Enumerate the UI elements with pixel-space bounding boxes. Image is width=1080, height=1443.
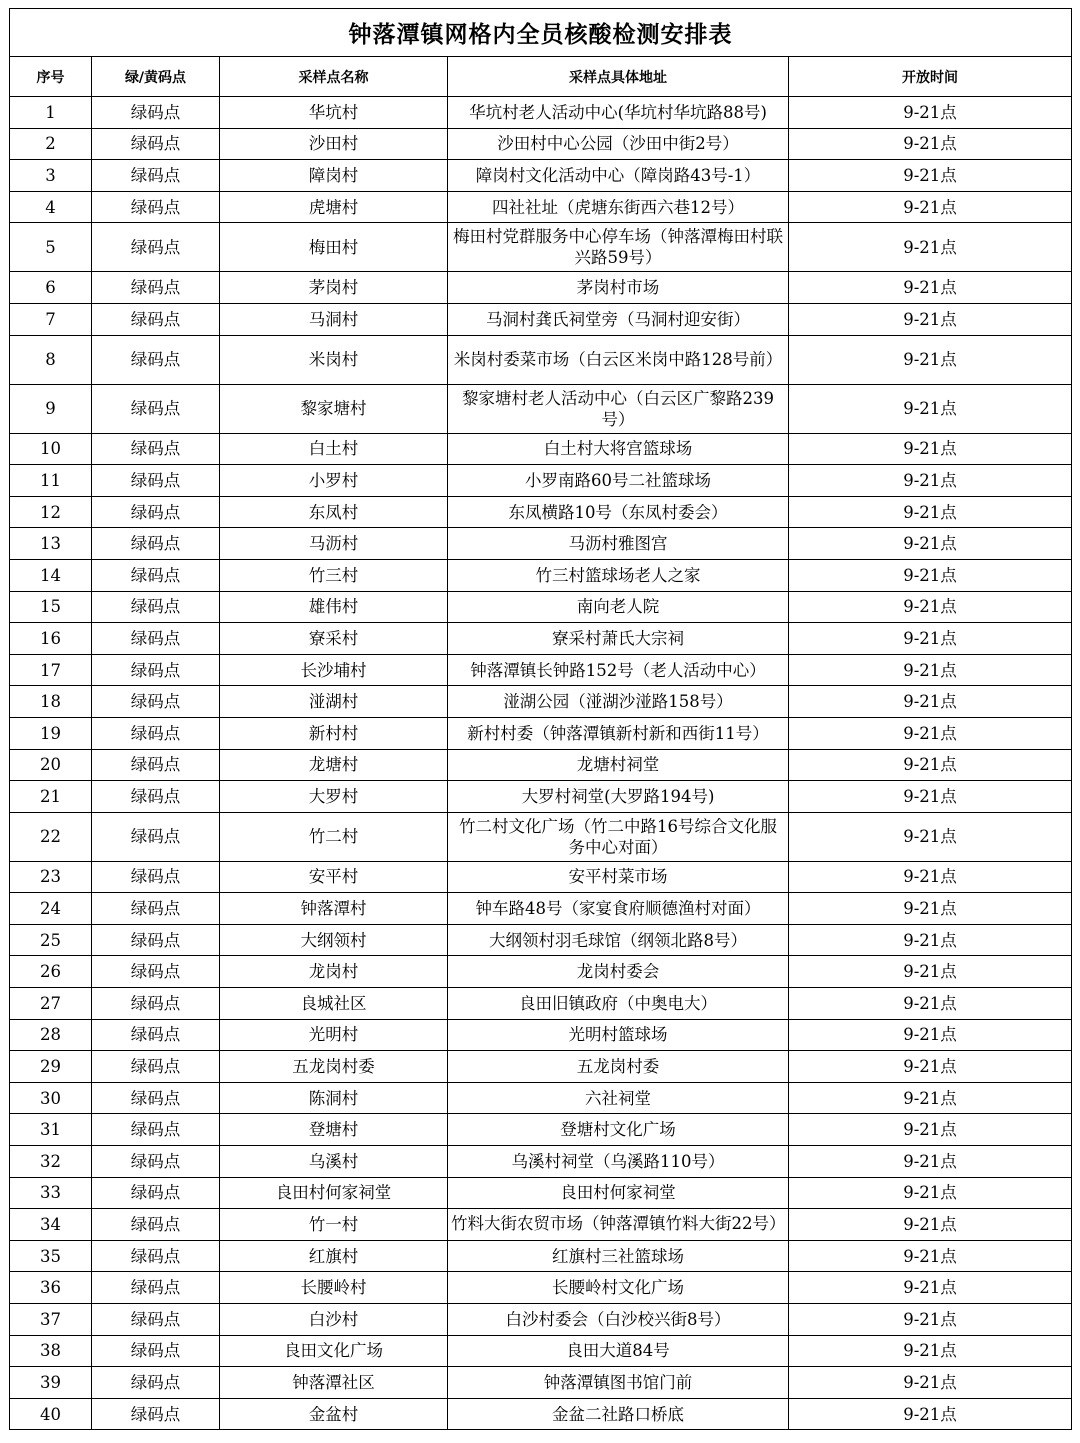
row-site-name-cell: 寮采村 <box>220 623 448 655</box>
row-color-type-cell: 绿码点 <box>92 1051 220 1083</box>
row-seq-cell: 10 <box>10 433 92 465</box>
testing-schedule-table <box>9 8 1072 1430</box>
row-hours-cell: 9-21点 <box>789 893 1072 925</box>
row-site-name-cell: 乌溪村 <box>220 1146 448 1178</box>
row-seq-cell: 17 <box>10 654 92 686</box>
row-address-cell: 安平村菜市场 <box>448 861 789 893</box>
row-hours-cell: 9-21点 <box>789 191 1072 223</box>
row-address-cell: 华坑村老人活动中心(华坑村华坑路88号) <box>448 97 789 129</box>
row-hours-cell: 9-21点 <box>789 335 1072 384</box>
table-row <box>10 559 1072 591</box>
row-seq-cell: 29 <box>10 1051 92 1083</box>
row-hours-cell: 9-21点 <box>789 717 1072 749</box>
row-seq-cell: 21 <box>10 781 92 813</box>
header-open-hours: 开放时间 <box>789 57 1072 97</box>
table-row <box>10 717 1072 749</box>
row-color-type-cell: 绿码点 <box>92 1272 220 1304</box>
row-color-type-cell: 绿码点 <box>92 717 220 749</box>
row-address-cell: 白沙村委会（白沙校兴街8号） <box>448 1304 789 1336</box>
row-address-cell: 新村村委（钟落潭镇新村新和西街11号） <box>448 717 789 749</box>
row-seq-cell: 2 <box>10 128 92 160</box>
row-hours-cell: 9-21点 <box>789 861 1072 893</box>
row-color-type-cell: 绿码点 <box>92 191 220 223</box>
table-row <box>10 1304 1072 1336</box>
row-address-cell: 红旗村三社篮球场 <box>448 1240 789 1272</box>
row-hours-cell: 9-21点 <box>789 1272 1072 1304</box>
row-seq-cell: 27 <box>10 988 92 1020</box>
row-address-cell: 钟落潭镇图书馆门前 <box>448 1367 789 1399</box>
table-row <box>10 1019 1072 1051</box>
row-address-cell: 南向老人院 <box>448 591 789 623</box>
row-address-cell: 良田旧镇政府（中奥电大） <box>448 988 789 1020</box>
row-hours-cell: 9-21点 <box>789 1082 1072 1114</box>
row-address-cell: 寮采村萧氏大宗祠 <box>448 623 789 655</box>
row-hours-cell: 9-21点 <box>789 433 1072 465</box>
row-hours-cell: 9-21点 <box>789 812 1072 861</box>
header-seq: 序号 <box>10 57 92 97</box>
row-color-type-cell: 绿码点 <box>92 591 220 623</box>
row-site-name-cell: 马沥村 <box>220 528 448 560</box>
address-text: 竹料大街农贸市场（钟落潭镇竹料大街22号） <box>451 1214 785 1234</box>
table-row <box>10 272 1072 304</box>
row-address-cell: 障岗村文化活动中心（障岗路43号-1） <box>448 160 789 192</box>
row-address-cell: 长腰岭村文化广场 <box>448 1272 789 1304</box>
row-address-cell <box>448 1209 789 1241</box>
row-hours-cell: 9-21点 <box>789 1146 1072 1178</box>
row-address-cell: 沙田村中心公园（沙田中街2号） <box>448 128 789 160</box>
row-seq-cell: 32 <box>10 1146 92 1178</box>
row-hours-cell: 9-21点 <box>789 623 1072 655</box>
row-hours-cell: 9-21点 <box>789 654 1072 686</box>
row-seq-cell: 36 <box>10 1272 92 1304</box>
row-hours-cell: 9-21点 <box>789 956 1072 988</box>
row-seq-cell: 26 <box>10 956 92 988</box>
row-address-cell: 茅岗村市场 <box>448 272 789 304</box>
row-hours-cell: 9-21点 <box>789 1304 1072 1336</box>
row-color-type-cell: 绿码点 <box>92 1177 220 1209</box>
row-address-cell: 黎家塘村老人活动中心（白云区广黎路239号） <box>448 384 789 433</box>
row-hours-cell: 9-21点 <box>789 528 1072 560</box>
row-hours-cell: 9-21点 <box>789 223 1072 272</box>
row-site-name-cell: 新村村 <box>220 717 448 749</box>
row-site-name-cell: 黎家塘村 <box>220 384 448 433</box>
row-address-cell: 登塘村文化广场 <box>448 1114 789 1146</box>
header-color-type: 绿/黄码点 <box>92 57 220 97</box>
row-site-name-cell: 五龙岗村委 <box>220 1051 448 1083</box>
row-site-name-cell: 白沙村 <box>220 1304 448 1336</box>
row-address-cell: 光明村篮球场 <box>448 1019 789 1051</box>
row-seq-cell: 19 <box>10 717 92 749</box>
row-site-name-cell: 大罗村 <box>220 781 448 813</box>
row-address-cell: 大纲领村羽毛球馆（纲领北路8号） <box>448 924 789 956</box>
row-seq-cell: 40 <box>10 1398 92 1430</box>
row-seq-cell: 12 <box>10 496 92 528</box>
row-hours-cell: 9-21点 <box>789 1114 1072 1146</box>
row-seq-cell: 31 <box>10 1114 92 1146</box>
row-site-name-cell: 钟落潭村 <box>220 893 448 925</box>
table-row <box>10 1146 1072 1178</box>
table-row <box>10 335 1072 384</box>
table-row <box>10 97 1072 129</box>
row-seq-cell: 15 <box>10 591 92 623</box>
row-seq-cell: 24 <box>10 893 92 925</box>
table-row <box>10 1398 1072 1430</box>
row-color-type-cell: 绿码点 <box>92 160 220 192</box>
row-site-name-cell: 良城社区 <box>220 988 448 1020</box>
table-body <box>10 97 1072 1430</box>
table-row <box>10 1177 1072 1209</box>
row-site-name-cell: 金盆村 <box>220 1398 448 1430</box>
row-site-name-cell: 长腰岭村 <box>220 1272 448 1304</box>
table-row <box>10 160 1072 192</box>
row-hours-cell: 9-21点 <box>789 1051 1072 1083</box>
table-row <box>10 1367 1072 1399</box>
row-color-type-cell: 绿码点 <box>92 1146 220 1178</box>
row-color-type-cell: 绿码点 <box>92 924 220 956</box>
row-seq-cell: 13 <box>10 528 92 560</box>
row-seq-cell: 6 <box>10 272 92 304</box>
row-seq-cell: 39 <box>10 1367 92 1399</box>
row-address-cell: 乌溪村祠堂（乌溪路110号） <box>448 1146 789 1178</box>
row-seq-cell: 35 <box>10 1240 92 1272</box>
row-site-name-cell: 湴湖村 <box>220 686 448 718</box>
row-hours-cell: 9-21点 <box>789 1209 1072 1241</box>
table-title: 钟落潭镇网格内全员核酸检测安排表 <box>10 9 1072 57</box>
row-seq-cell: 9 <box>10 384 92 433</box>
row-color-type-cell: 绿码点 <box>92 272 220 304</box>
row-color-type-cell: 绿码点 <box>92 223 220 272</box>
table-row <box>10 191 1072 223</box>
row-color-type-cell: 绿码点 <box>92 1367 220 1399</box>
row-address-cell: 白土村大将宫篮球场 <box>448 433 789 465</box>
row-site-name-cell: 东凤村 <box>220 496 448 528</box>
row-address-cell: 钟落潭镇长钟路152号（老人活动中心） <box>448 654 789 686</box>
row-color-type-cell: 绿码点 <box>92 1114 220 1146</box>
row-address-cell: 五龙岗村委 <box>448 1051 789 1083</box>
row-hours-cell: 9-21点 <box>789 781 1072 813</box>
row-site-name-cell: 良田文化广场 <box>220 1335 448 1367</box>
row-site-name-cell: 安平村 <box>220 861 448 893</box>
row-color-type-cell: 绿码点 <box>92 623 220 655</box>
row-color-type-cell: 绿码点 <box>92 654 220 686</box>
table-row <box>10 893 1072 925</box>
row-hours-cell: 9-21点 <box>789 1177 1072 1209</box>
row-hours-cell: 9-21点 <box>789 591 1072 623</box>
row-seq-cell: 5 <box>10 223 92 272</box>
row-color-type-cell: 绿码点 <box>92 1398 220 1430</box>
row-seq-cell: 20 <box>10 749 92 781</box>
row-color-type-cell: 绿码点 <box>92 1209 220 1241</box>
row-seq-cell: 34 <box>10 1209 92 1241</box>
row-address-cell: 钟车路48号（家宴食府顺德渔村对面） <box>448 893 789 925</box>
row-color-type-cell: 绿码点 <box>92 749 220 781</box>
table-row <box>10 654 1072 686</box>
row-address-cell: 米岗村委菜市场（白云区米岗中路128号前） <box>448 335 789 384</box>
table-row <box>10 303 1072 335</box>
row-color-type-cell: 绿码点 <box>92 496 220 528</box>
row-seq-cell: 7 <box>10 303 92 335</box>
row-color-type-cell: 绿码点 <box>92 335 220 384</box>
row-color-type-cell: 绿码点 <box>92 559 220 591</box>
table-row <box>10 623 1072 655</box>
row-address-cell: 龙塘村祠堂 <box>448 749 789 781</box>
row-hours-cell: 9-21点 <box>789 1335 1072 1367</box>
header-site-name: 采样点名称 <box>220 57 448 97</box>
row-site-name-cell: 梅田村 <box>220 223 448 272</box>
row-site-name-cell: 龙塘村 <box>220 749 448 781</box>
row-site-name-cell: 光明村 <box>220 1019 448 1051</box>
row-hours-cell: 9-21点 <box>789 924 1072 956</box>
table-row <box>10 1082 1072 1114</box>
header-site-address: 采样点具体地址 <box>448 57 789 97</box>
row-hours-cell: 9-21点 <box>789 988 1072 1020</box>
row-site-name-cell: 华坑村 <box>220 97 448 129</box>
table-row <box>10 1114 1072 1146</box>
row-hours-cell: 9-21点 <box>789 1367 1072 1399</box>
row-hours-cell: 9-21点 <box>789 1019 1072 1051</box>
row-seq-cell: 33 <box>10 1177 92 1209</box>
row-site-name-cell: 竹二村 <box>220 812 448 861</box>
row-seq-cell: 16 <box>10 623 92 655</box>
row-hours-cell: 9-21点 <box>789 128 1072 160</box>
row-site-name-cell: 登塘村 <box>220 1114 448 1146</box>
table-row <box>10 1240 1072 1272</box>
row-color-type-cell: 绿码点 <box>92 303 220 335</box>
table-row <box>10 591 1072 623</box>
table-row <box>10 781 1072 813</box>
row-color-type-cell: 绿码点 <box>92 1240 220 1272</box>
row-seq-cell: 14 <box>10 559 92 591</box>
row-hours-cell: 9-21点 <box>789 160 1072 192</box>
row-hours-cell: 9-21点 <box>789 1240 1072 1272</box>
table-row <box>10 1051 1072 1083</box>
row-address-cell: 竹二村文化广场（竹二中路16号综合文化服务中心对面） <box>448 812 789 861</box>
row-color-type-cell: 绿码点 <box>92 1304 220 1336</box>
row-color-type-cell: 绿码点 <box>92 812 220 861</box>
row-seq-cell: 18 <box>10 686 92 718</box>
row-hours-cell: 9-21点 <box>789 749 1072 781</box>
row-address-cell: 东凤横路10号（东凤村委会） <box>448 496 789 528</box>
table-row <box>10 924 1072 956</box>
table-row <box>10 749 1072 781</box>
row-color-type-cell: 绿码点 <box>92 384 220 433</box>
table-row <box>10 1209 1072 1241</box>
row-address-cell: 小罗南路60号二社篮球场 <box>448 465 789 497</box>
row-color-type-cell: 绿码点 <box>92 465 220 497</box>
row-address-cell: 马沥村雅图宫 <box>448 528 789 560</box>
row-site-name-cell: 竹三村 <box>220 559 448 591</box>
row-color-type-cell: 绿码点 <box>92 861 220 893</box>
row-site-name-cell: 白土村 <box>220 433 448 465</box>
row-site-name-cell: 长沙埔村 <box>220 654 448 686</box>
row-site-name-cell: 良田村何家祠堂 <box>220 1177 448 1209</box>
row-color-type-cell: 绿码点 <box>92 893 220 925</box>
table-row <box>10 988 1072 1020</box>
row-seq-cell: 11 <box>10 465 92 497</box>
row-hours-cell: 9-21点 <box>789 97 1072 129</box>
table-row <box>10 1335 1072 1367</box>
table-row <box>10 384 1072 433</box>
row-hours-cell: 9-21点 <box>789 1398 1072 1430</box>
row-seq-cell: 38 <box>10 1335 92 1367</box>
row-color-type-cell: 绿码点 <box>92 956 220 988</box>
row-hours-cell: 9-21点 <box>789 272 1072 304</box>
row-seq-cell: 22 <box>10 812 92 861</box>
row-hours-cell: 9-21点 <box>789 686 1072 718</box>
row-color-type-cell: 绿码点 <box>92 128 220 160</box>
row-color-type-cell: 绿码点 <box>92 1082 220 1114</box>
row-hours-cell: 9-21点 <box>789 465 1072 497</box>
table-row <box>10 496 1072 528</box>
row-seq-cell: 28 <box>10 1019 92 1051</box>
row-seq-cell: 25 <box>10 924 92 956</box>
table-row <box>10 1272 1072 1304</box>
row-color-type-cell: 绿码点 <box>92 988 220 1020</box>
row-address-cell: 湴湖公园（湴湖沙湴路158号） <box>448 686 789 718</box>
table-row <box>10 686 1072 718</box>
table-row <box>10 223 1072 272</box>
row-color-type-cell: 绿码点 <box>92 97 220 129</box>
row-site-name-cell: 沙田村 <box>220 128 448 160</box>
row-seq-cell: 8 <box>10 335 92 384</box>
row-site-name-cell: 钟落潭社区 <box>220 1367 448 1399</box>
table-row <box>10 128 1072 160</box>
row-site-name-cell: 茅岗村 <box>220 272 448 304</box>
row-hours-cell: 9-21点 <box>789 303 1072 335</box>
row-hours-cell: 9-21点 <box>789 496 1072 528</box>
row-color-type-cell: 绿码点 <box>92 528 220 560</box>
row-site-name-cell: 马洞村 <box>220 303 448 335</box>
row-hours-cell: 9-21点 <box>789 559 1072 591</box>
row-address-cell: 六社祠堂 <box>448 1082 789 1114</box>
row-address-cell: 龙岗村委会 <box>448 956 789 988</box>
row-address-cell: 马洞村龚氏祠堂旁（马洞村迎安街） <box>448 303 789 335</box>
row-seq-cell: 30 <box>10 1082 92 1114</box>
row-site-name-cell: 雄伟村 <box>220 591 448 623</box>
row-site-name-cell: 大纲领村 <box>220 924 448 956</box>
row-site-name-cell: 陈洞村 <box>220 1082 448 1114</box>
row-address-cell: 梅田村党群服务中心停车场（钟落潭梅田村联兴路59号） <box>448 223 789 272</box>
row-seq-cell: 3 <box>10 160 92 192</box>
row-site-name-cell: 小罗村 <box>220 465 448 497</box>
row-site-name-cell: 龙岗村 <box>220 956 448 988</box>
row-site-name-cell: 红旗村 <box>220 1240 448 1272</box>
row-seq-cell: 4 <box>10 191 92 223</box>
table-row <box>10 861 1072 893</box>
table-row <box>10 956 1072 988</box>
table-row <box>10 812 1072 861</box>
row-color-type-cell: 绿码点 <box>92 1335 220 1367</box>
row-address-cell: 竹三村篮球场老人之家 <box>448 559 789 591</box>
row-seq-cell: 37 <box>10 1304 92 1336</box>
row-address-cell: 良田大道84号 <box>448 1335 789 1367</box>
row-address-cell: 大罗村祠堂(大罗路194号) <box>448 781 789 813</box>
row-color-type-cell: 绿码点 <box>92 686 220 718</box>
row-site-name-cell: 障岗村 <box>220 160 448 192</box>
row-seq-cell: 1 <box>10 97 92 129</box>
row-hours-cell: 9-21点 <box>789 384 1072 433</box>
row-address-cell: 金盆二社路口桥底 <box>448 1398 789 1430</box>
row-site-name-cell: 米岗村 <box>220 335 448 384</box>
row-address-cell: 良田村何家祠堂 <box>448 1177 789 1209</box>
row-color-type-cell: 绿码点 <box>92 781 220 813</box>
row-color-type-cell: 绿码点 <box>92 433 220 465</box>
row-site-name-cell: 竹一村 <box>220 1209 448 1241</box>
table-row <box>10 433 1072 465</box>
row-address-cell: 四社社址（虎塘东街西六巷12号） <box>448 191 789 223</box>
row-color-type-cell: 绿码点 <box>92 1019 220 1051</box>
row-site-name-cell: 虎塘村 <box>220 191 448 223</box>
table-row <box>10 528 1072 560</box>
table-row <box>10 465 1072 497</box>
row-seq-cell: 23 <box>10 861 92 893</box>
